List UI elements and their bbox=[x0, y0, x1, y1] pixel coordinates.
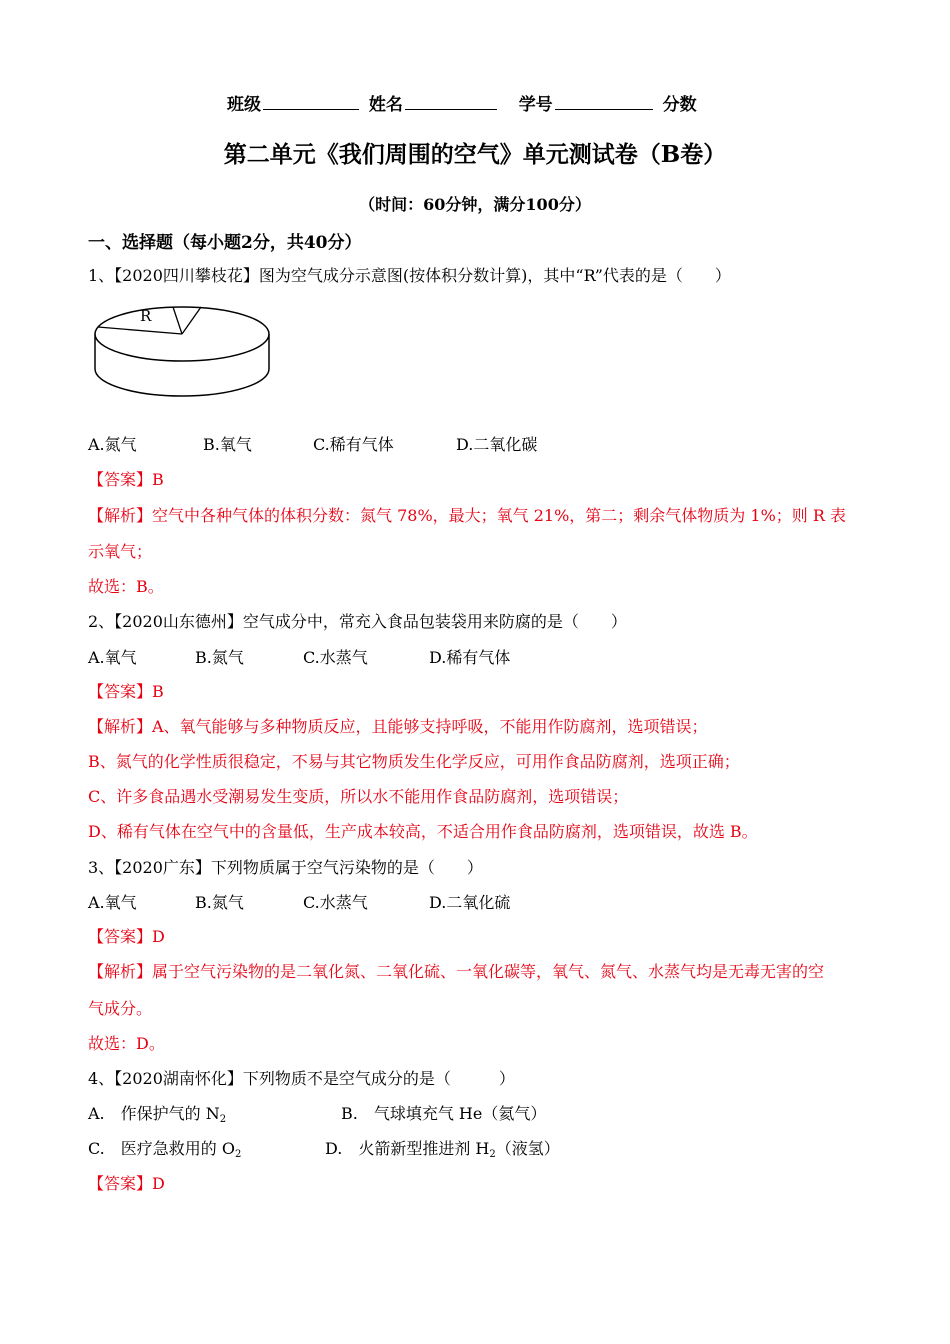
q2-analysis-line3: C、许多食品遇水受潮易发生变质，所以水不能用作食品防腐剂，选项错误； bbox=[88, 787, 629, 806]
q4-option-c[interactable] bbox=[88, 1136, 241, 1160]
q3-conclusion: 故选：D。 bbox=[88, 1034, 165, 1053]
q4-option-d[interactable] bbox=[325, 1136, 560, 1160]
q1-option-d[interactable]: D.二氧化碳 bbox=[456, 435, 538, 454]
q3-option-d[interactable]: D.二氧化硫 bbox=[429, 893, 511, 912]
q1-analysis-line2: 示氧气； bbox=[88, 542, 153, 561]
q4-answer: 【答案】D bbox=[88, 1174, 165, 1193]
name-label: 姓名 bbox=[368, 95, 403, 115]
page-title: 第二单元《我们周围的空气》单元测试卷（B卷） bbox=[223, 141, 727, 168]
q3-analysis-line2: 气成分。 bbox=[88, 999, 153, 1018]
q4-option-b[interactable]: B. 气球填充气 He（氦气） bbox=[341, 1104, 547, 1123]
q1-conclusion: 故选：B。 bbox=[88, 577, 164, 596]
number-label: 学号 bbox=[518, 95, 553, 115]
q2-option-c[interactable]: C.水蒸气 bbox=[303, 648, 368, 667]
q2-analysis-line1: 【解析】A、氧气能够与多种物质反应，且能够支持呼吸，不能用作防腐剂，选项错误； bbox=[88, 717, 708, 736]
student-info-header bbox=[227, 90, 697, 115]
page-subtitle: （时间：60分钟，满分100分） bbox=[359, 195, 591, 214]
score-label: 分数 bbox=[662, 95, 697, 115]
q4-option-d-suffix: （液氢） bbox=[495, 1139, 560, 1158]
q2-stem: 2、【2020山东德州】空气成分中，常充入食品包装袋用来防腐的是（ ） bbox=[88, 612, 627, 631]
q2-analysis-line4: D、稀有气体在空气中的含量低，生产成本较高，不适合用作食品防腐剂，选项错误，故选 B。 bbox=[88, 822, 758, 841]
q4-option-a[interactable] bbox=[88, 1101, 226, 1125]
q4-option-a-text: A. 作保护气的 N bbox=[88, 1104, 220, 1123]
q2-answer: 【答案】B bbox=[88, 682, 164, 701]
q1-option-c[interactable]: C.稀有气体 bbox=[313, 435, 394, 454]
q3-options bbox=[88, 890, 510, 913]
class-label: 班级 bbox=[227, 95, 261, 115]
q3-option-a[interactable]: A.氧气 bbox=[88, 893, 137, 912]
q1-option-a[interactable]: A.氮气 bbox=[88, 435, 137, 454]
q4-stem: 4、【2020湖南怀化】下列物质不是空气成分的是（ ） bbox=[88, 1069, 515, 1088]
q2-option-b[interactable]: B.氮气 bbox=[195, 648, 244, 667]
q1-analysis-line1: 【解析】空气中各种气体的体积分数：氮气 78%，最大；氧气 21%，第二；剩余气体物质为 1%；则 R 表 bbox=[88, 506, 846, 525]
q3-option-b[interactable]: B.氮气 bbox=[195, 893, 244, 912]
q4-option-d-subscript: 2 bbox=[489, 1149, 496, 1160]
q1-options bbox=[88, 432, 537, 455]
air-composition-cylinder-figure bbox=[92, 296, 272, 400]
q2-analysis-line2: B、氮气的化学性质很稳定，不易与其它物质发生化学反应，可用作食品防腐剂，选项正确； bbox=[88, 752, 740, 771]
class-blank[interactable] bbox=[263, 91, 359, 110]
q4-option-d-text: D. 火箭新型推进剂 H bbox=[325, 1139, 490, 1158]
q3-analysis-line1: 【解析】属于空气污染物的是二氧化氮、二氧化硫、一氧化碳等，氧气、氮气、水蒸气均是无毒无害的空 bbox=[88, 962, 825, 981]
q4-option-c-text: C. 医疗急救用的 O bbox=[88, 1139, 235, 1158]
figure-label-r: R bbox=[140, 307, 152, 325]
q1-stem: 1、【2020四川攀枝花】图为空气成分示意图(按体积分数计算)，其中“R”代表的是（ ） bbox=[88, 266, 731, 285]
q3-answer: 【答案】D bbox=[88, 927, 165, 946]
q2-option-a[interactable]: A.氧气 bbox=[88, 648, 137, 667]
q1-answer: 【答案】B bbox=[88, 470, 164, 489]
name-blank[interactable] bbox=[405, 91, 497, 110]
q3-option-c[interactable]: C.水蒸气 bbox=[303, 893, 368, 912]
q2-option-d[interactable]: D.稀有气体 bbox=[429, 648, 511, 667]
section-heading: 一、选择题（每小题2分，共40分） bbox=[88, 233, 362, 253]
q4-option-a-subscript: 2 bbox=[219, 1114, 227, 1125]
q4-option-c-subscript: 2 bbox=[234, 1149, 242, 1160]
q2-options bbox=[88, 645, 510, 668]
q3-stem: 3、【2020广东】下列物质属于空气污染物的是（ ） bbox=[88, 858, 483, 877]
number-blank[interactable] bbox=[555, 91, 653, 110]
q1-option-b[interactable]: B.氧气 bbox=[203, 435, 252, 454]
